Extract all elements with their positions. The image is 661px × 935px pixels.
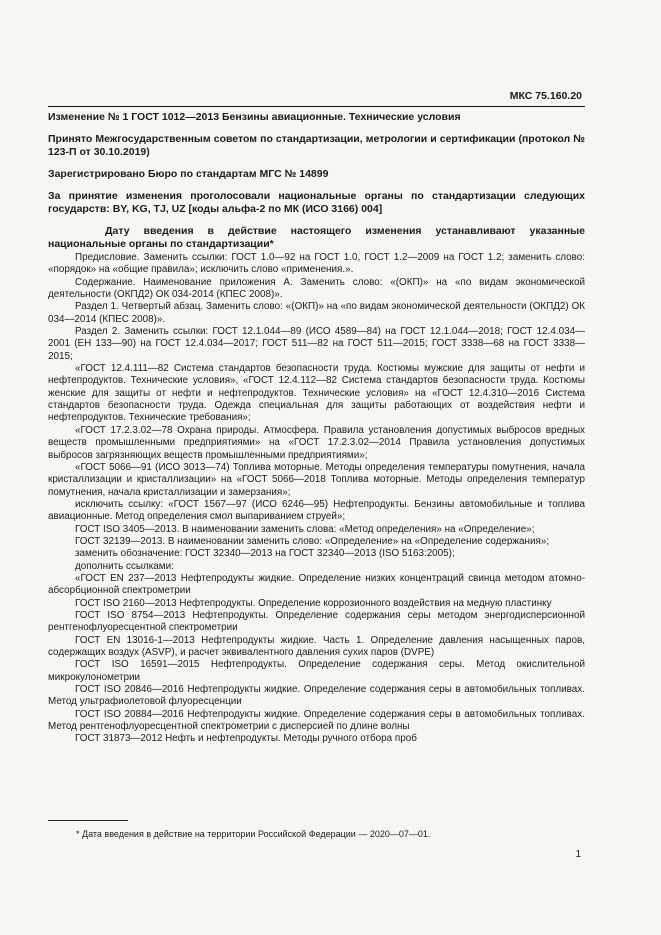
paragraph: ГОСТ 31873—2012 Нефть и нефтепродукты. Методы ручного отбора проб — [75, 733, 417, 745]
registration-statement: Зарегистрировано Бюро по стандартам МГС № 14899 — [48, 168, 329, 180]
paragraph: Раздел 1. Четвертый абзац. Заменить слово: «(ОКП)» на «по видам экономической деятельности (ОКПД2) ОК 034—2014 (КПЕС 2008)». — [48, 301, 585, 325]
paragraph: заменить обозначение: ГОСТ 32340—2013 на ГОСТ 32340—2013 (ISO 5163:2005); — [75, 548, 455, 560]
paragraph: ГОСТ ISO 3405—2013. В наименовании заменить слова: «Метод определения» на «Определение»; — [75, 523, 535, 535]
paragraph: Раздел 2. Заменить ссылки: ГОСТ 12.1.044—89 (ИСО 4589—84) на ГОСТ 12.1.044—2018; ГОСТ 12.4.034—2001 (ЕН 133—90) на ГОСТ 12.4.034—2017; ГОСТ 511—82 на ГОСТ 511—2015; ГОСТ 3338—68 на ГОСТ 3338—2015; — [48, 326, 585, 362]
voting-statement: За принятие изменения проголосовали национальные органы по стандартизации следующих государств: BY, KG, TJ, UZ [коды альфа-2 по МК (ИСО 3166) 004] — [48, 190, 585, 215]
footnote-divider — [48, 820, 128, 821]
paragraph: исключить ссылку: «ГОСТ 1567—97 (ИСО 6246—95) Нефтепродукты. Бензины автомобильные и топлива авиационные. Метод определения смол выпариванием струей»; — [48, 498, 585, 523]
amendment-header — [48, 106, 585, 260]
amendment-title: Изменение № 1 ГОСТ 1012—2013 Бензины авиационные. Технические условия — [48, 111, 461, 123]
paragraph: Содержание. Наименование приложения А. Заменить слово: «(ОКП)» на «по видам экономической деятельности (ОКПД2) ОК 034-2014 (КПЕС 2008)». — [48, 276, 585, 301]
paragraph: ГОСТ ISO 16591—2015 Нефтепродукты. Определение содержания серы. Метод окислительной микрокулонометрии — [48, 659, 585, 683]
paragraph: дополнить ссылками: — [75, 560, 174, 572]
paragraph: Предисловие. Заменить ссылки: ГОСТ 1.0—92 на ГОСТ 1.0, ГОСТ 1.2—2009 на ГОСТ 1.2; заменить слово: «порядок» на «общие правила»; исключить слово «применения.». — [48, 252, 585, 276]
paragraph: ГОСТ ISO 8754—2013 Нефтепродукты. Определение содержания серы методом энергодисперсионной рентгенофлуоресцентной спектрометрии — [48, 609, 585, 634]
page-number: 1 — [575, 849, 581, 860]
footnote: * Дата введения в действие на территории Российской Федерации — 2020—07—01. — [76, 829, 431, 839]
effective-date-statement: Дату введения в действие настоящего изменения устанавливают указанные национальные органы по стандартизации* — [48, 225, 585, 250]
amendment-body — [48, 252, 585, 746]
paragraph: ГОСТ ISO 20884—2016 Нефтепродукты жидкие. Определение содержания серы в автомобильных топливах. Метод рентгенофлуоресцентной спектрометрии с дисперсией по длине волны — [48, 708, 585, 733]
paragraph: «ГОСТ 5066—91 (ИСО 3013—74) Топлива моторные. Методы определения температуры помутнения, начала кристаллизации и кристаллизации» на «ГОСТ 5066—2018 Топлива моторные. Методы определения температур помутнения, начала кристаллизации и замерзания»; — [48, 461, 585, 498]
paragraph: «ГОСТ EN 237—2013 Нефтепродукты жидкие. Определение низких концентраций свинца методом атомно-абсорбционной спектрометрии — [48, 572, 585, 597]
paragraph: «ГОСТ 17.2.3.02—78 Охрана природы. Атмосфера. Правила установления допустимых выбросов вредных веществ промышленными предприятиями» на «ГОСТ 17.2.3.02—2014 Правила установления допустимых выбросов загрязняющих веществ промышленными предприятиями»; — [48, 424, 585, 461]
classification-code: МКС 75.160.20 — [509, 90, 582, 102]
paragraph: ГОСТ 32139—2013. В наименовании заменить слово: «Определение» на «Определение содержания»; — [75, 535, 550, 547]
paragraph: «ГОСТ 12.4.111—82 Система стандартов безопасности труда. Костюмы мужские для защиты от нефти и нефтепродуктов. Технические условия», «ГОСТ 12.4.112—82 Система стандартов безопасности труда. Костюмы женские для защиты от нефти и нефтепродуктов. Технические условия» на «ГОСТ 12.4.310—2016 Система стандартов безопасности труда. Одежда специальная для защиты работающих от воздействия нефти и нефтепродуктов. Технические требования»; — [48, 363, 585, 424]
adoption-statement: Принято Межгосударственным советом по стандартизации, метрологии и сертификации (протокол № 123-П от 30.10.2019) — [48, 133, 585, 158]
paragraph: ГОСТ ISO 20846—2016 Нефтепродукты жидкие. Определение содержания серы в автомобильных топливах. Метод ультрафиолетовой флуоресценции — [48, 684, 585, 708]
paragraph: ГОСТ ISO 2160—2013 Нефтепродукты. Определение коррозионного воздействия на медную пластинку — [75, 597, 552, 609]
paragraph: ГОСТ EN 13016-1—2013 Нефтепродукты жидкие. Часть 1. Определение давления насыщенных паров, содержащих воздух (ASVP), и расчет эквивалентного давления сухих паров (DVPE) — [48, 634, 585, 658]
